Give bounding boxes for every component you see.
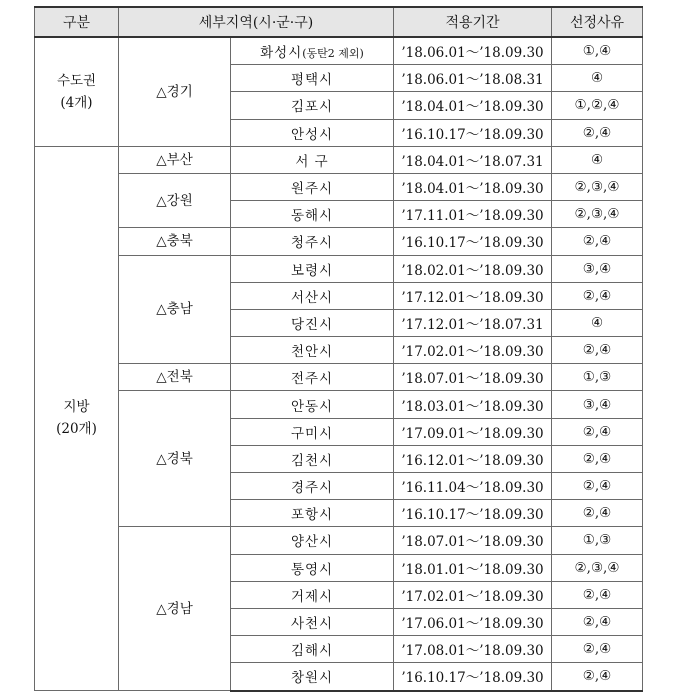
period-cell: ’18.04.01～’18.09.30 (394, 92, 552, 119)
reason-cell: ②,④ (552, 663, 643, 691)
city-name: 사천시 (290, 616, 334, 633)
table-row (35, 364, 643, 391)
city-name: 포항시 (290, 507, 334, 524)
city-name: 청주시 (290, 235, 334, 252)
city-name: 안성시 (290, 126, 334, 143)
city-cell (231, 201, 394, 228)
city-cell (231, 608, 394, 635)
region-cell: △경북 (119, 391, 231, 527)
city-cell (231, 282, 394, 309)
reason-cell: ③,④ (552, 255, 643, 282)
city-cell (231, 255, 394, 282)
table-row (35, 146, 643, 173)
reason-cell: ②,③,④ (552, 554, 643, 581)
reason-cell: ②,④ (552, 228, 643, 255)
city-cell (231, 173, 394, 200)
city-name: 양산시 (290, 534, 334, 551)
city-cell (231, 500, 394, 527)
region-cell: △충남 (119, 255, 231, 364)
city-name: 원주시 (290, 181, 334, 198)
header-reason: 선정사유 (552, 7, 643, 37)
city-name: 화성시 (260, 45, 303, 62)
reason-cell: ①,④ (552, 37, 643, 65)
city-cell (231, 228, 394, 255)
reason-cell: ②,④ (552, 636, 643, 663)
header-period: 적용기간 (394, 7, 552, 37)
city-name: 서산시 (290, 289, 334, 306)
reason-cell: ②,④ (552, 418, 643, 445)
city-cell (231, 554, 394, 581)
city-name: 김해시 (290, 643, 334, 660)
period-cell: ’17.02.01～’18.09.30 (394, 337, 552, 364)
table-row (35, 173, 643, 200)
city-name: 당진시 (290, 316, 334, 333)
area-count: (20개) (56, 421, 97, 438)
region-cell: △경남 (119, 527, 231, 691)
city-cell (231, 527, 394, 554)
city-cell (231, 309, 394, 336)
city-name: 구미시 (290, 425, 334, 442)
period-cell: ’17.08.01～’18.09.30 (394, 636, 552, 663)
region-cell: △전북 (119, 364, 231, 391)
region-cell: △충북 (119, 228, 231, 255)
reason-cell: ④ (552, 65, 643, 92)
reason-cell: ①,③ (552, 364, 643, 391)
reason-cell: ①,③ (552, 527, 643, 554)
city-name: 천안시 (290, 344, 334, 361)
table-row (35, 391, 643, 418)
city-name: 보령시 (290, 262, 334, 279)
area-count: (4개) (60, 94, 93, 111)
city-cell (231, 364, 394, 391)
city-name: 경주시 (290, 480, 334, 497)
city-cell (231, 146, 394, 173)
period-cell: ’16.12.01～’18.09.30 (394, 445, 552, 472)
table-row (35, 228, 643, 255)
city-name: 안동시 (290, 398, 334, 415)
city-name: 창원시 (290, 670, 334, 687)
period-cell: ’18.06.01～’18.08.31 (394, 65, 552, 92)
reason-cell: ②,④ (552, 581, 643, 608)
city-cell (231, 37, 394, 65)
period-cell: ’18.01.01～’18.09.30 (394, 554, 552, 581)
header-row (35, 7, 643, 37)
period-cell: ’16.11.04～’18.09.30 (394, 473, 552, 500)
period-cell: ’16.10.17～’18.09.30 (394, 663, 552, 691)
reason-cell: ④ (552, 146, 643, 173)
table-row (35, 255, 643, 282)
city-cell (231, 92, 394, 119)
city-name: 거제시 (290, 588, 334, 605)
area-name: 수도권 (56, 72, 97, 89)
reason-cell: ②,④ (552, 473, 643, 500)
table-header (35, 7, 643, 37)
period-cell: ’17.06.01～’18.09.30 (394, 608, 552, 635)
reason-cell: ②,③,④ (552, 173, 643, 200)
period-cell: ’17.11.01～’18.09.30 (394, 201, 552, 228)
region-cell: △강원 (119, 173, 231, 227)
city-name: 서 구 (295, 153, 329, 170)
city-name: 평택시 (290, 72, 334, 89)
city-name: 김포시 (290, 99, 334, 116)
reason-cell: ②,④ (552, 608, 643, 635)
city-name: 동해시 (290, 208, 334, 225)
period-cell: ’18.02.01～’18.09.30 (394, 255, 552, 282)
city-cell (231, 65, 394, 92)
period-cell: ’18.04.01～’18.07.31 (394, 146, 552, 173)
period-cell: ’18.07.01～’18.09.30 (394, 364, 552, 391)
city-cell (231, 636, 394, 663)
period-cell: ’16.10.17～’18.09.30 (394, 228, 552, 255)
period-cell: ’18.07.01～’18.09.30 (394, 527, 552, 554)
city-cell (231, 581, 394, 608)
city-name: 전주시 (290, 371, 334, 388)
period-cell: ’16.10.17～’18.09.30 (394, 119, 552, 146)
city-name: 김천시 (290, 452, 334, 469)
city-cell (231, 418, 394, 445)
period-cell: ’16.10.17～’18.09.30 (394, 500, 552, 527)
table-body (35, 37, 643, 691)
region-cell: △부산 (119, 146, 231, 173)
period-cell: ’17.12.01～’18.07.31 (394, 309, 552, 336)
city-name: 통영시 (290, 561, 334, 578)
city-cell (231, 663, 394, 691)
reason-cell: ①,②,④ (552, 92, 643, 119)
city-cell (231, 119, 394, 146)
designated-regions-table (34, 6, 643, 692)
period-cell: ’18.06.01～’18.09.30 (394, 37, 552, 65)
period-cell: ’18.04.01～’18.09.30 (394, 173, 552, 200)
city-cell (231, 473, 394, 500)
reason-cell: ②,④ (552, 445, 643, 472)
period-cell: ’18.03.01～’18.09.30 (394, 391, 552, 418)
region-cell: △경기 (119, 37, 231, 146)
header-subregion: 세부지역(시·군·구) (119, 7, 394, 37)
city-cell (231, 391, 394, 418)
reason-cell: ③,④ (552, 391, 643, 418)
period-cell: ’17.09.01～’18.09.30 (394, 418, 552, 445)
city-cell (231, 445, 394, 472)
area-cell (35, 146, 119, 690)
reason-cell: ②,④ (552, 337, 643, 364)
city-note: (동탄2 제외) (302, 47, 364, 61)
reason-cell: ②,④ (552, 282, 643, 309)
reason-cell: ②,④ (552, 500, 643, 527)
reason-cell: ②,③,④ (552, 201, 643, 228)
table-row (35, 37, 643, 65)
reason-cell: ②,④ (552, 119, 643, 146)
period-cell: ’17.02.01～’18.09.30 (394, 581, 552, 608)
area-cell (35, 37, 119, 146)
period-cell: ’17.12.01～’18.09.30 (394, 282, 552, 309)
header-category: 구분 (35, 7, 119, 37)
area-name: 지방 (63, 399, 90, 416)
reason-cell: ④ (552, 309, 643, 336)
table-row (35, 527, 643, 554)
city-cell (231, 337, 394, 364)
